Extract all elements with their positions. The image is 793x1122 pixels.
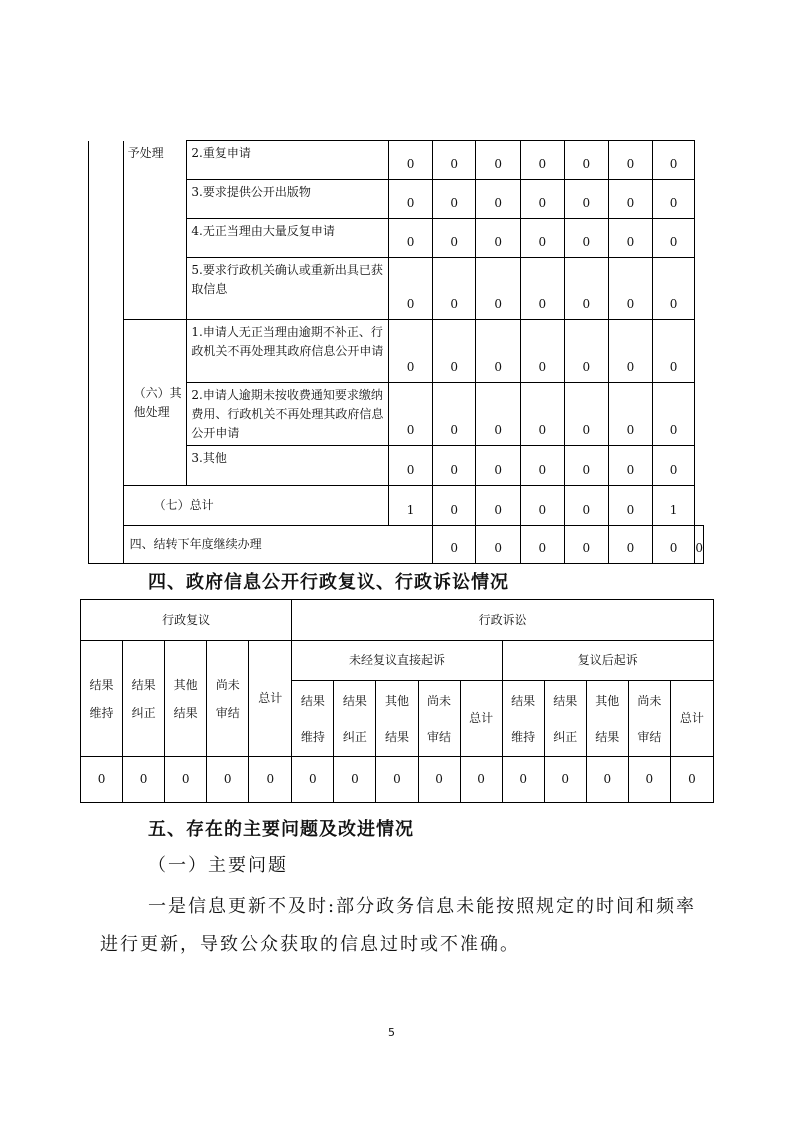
after-review-suit-header: 复议后起诉 bbox=[502, 641, 713, 681]
value-cell: 0 bbox=[432, 180, 476, 219]
column-header-line: 结果 bbox=[300, 693, 325, 708]
value-cell: 0 bbox=[389, 219, 433, 258]
value-cell: 0 bbox=[521, 486, 565, 526]
column-header-line: 纠正 bbox=[553, 729, 578, 744]
column-header-line: 结果 bbox=[342, 693, 367, 708]
column-header-line: 其他 bbox=[173, 677, 198, 692]
review-header: 行政复议 bbox=[81, 600, 292, 641]
column-header bbox=[123, 641, 165, 757]
value-cell: 0 bbox=[476, 219, 521, 258]
column-header-line: 审结 bbox=[427, 729, 452, 744]
value-cell: 0 bbox=[609, 180, 653, 219]
outer-group-cell bbox=[89, 141, 124, 564]
review-litigation-table bbox=[80, 599, 714, 803]
column-header-line: 维持 bbox=[89, 705, 114, 720]
row-label: 3.其他 bbox=[187, 446, 389, 486]
value-cell: 0 bbox=[292, 757, 334, 803]
handling-results-table bbox=[88, 140, 704, 564]
value-cell: 0 bbox=[432, 446, 476, 486]
value-cell: 0 bbox=[432, 141, 476, 180]
value-cell: 0 bbox=[249, 757, 292, 803]
value-cell: 0 bbox=[389, 180, 433, 219]
value-cell: 0 bbox=[564, 219, 609, 258]
section-5-heading: 五、存在的主要问题及改进情况 bbox=[148, 819, 414, 840]
column-header-line: 尚未 bbox=[427, 693, 452, 708]
value-cell: 0 bbox=[652, 383, 695, 446]
value-cell: 0 bbox=[521, 526, 565, 564]
value-cell: 0 bbox=[652, 320, 695, 383]
column-header bbox=[81, 641, 123, 757]
column-header-line: 维持 bbox=[511, 729, 536, 744]
carry-label: 四、结转下年度继续办理 bbox=[123, 526, 432, 564]
value-cell: 0 bbox=[609, 486, 653, 526]
row-label: 1.申请人无正当理由逾期不补正、行政机关不再处理其政府信息公开申请 bbox=[187, 320, 389, 383]
column-header-line: 结果 bbox=[89, 677, 114, 692]
table-row bbox=[89, 141, 704, 180]
value-cell: 1 bbox=[389, 486, 433, 526]
value-cell: 0 bbox=[564, 486, 609, 526]
value-cell: 0 bbox=[609, 446, 653, 486]
value-cell: 0 bbox=[334, 757, 376, 803]
value-cell: 0 bbox=[81, 757, 123, 803]
column-header-line: 审结 bbox=[637, 729, 662, 744]
value-cell: 0 bbox=[544, 757, 586, 803]
value-cell: 0 bbox=[609, 141, 653, 180]
column-header-line: 结果 bbox=[595, 729, 620, 744]
value-cell: 0 bbox=[476, 320, 521, 383]
value-cell: 0 bbox=[609, 320, 653, 383]
litigation-header: 行政诉讼 bbox=[292, 600, 714, 641]
value-cell: 0 bbox=[521, 258, 565, 320]
total-header: 总计 bbox=[460, 681, 502, 757]
column-header bbox=[334, 681, 376, 757]
value-cell: 0 bbox=[389, 258, 433, 320]
value-cell: 0 bbox=[476, 141, 521, 180]
value-cell: 0 bbox=[432, 486, 476, 526]
value-cell: 0 bbox=[502, 757, 544, 803]
column-header-line: 结果 bbox=[131, 677, 156, 692]
value-cell: 0 bbox=[609, 219, 653, 258]
value-cell: 0 bbox=[652, 141, 695, 180]
total-label: （七）总计 bbox=[123, 486, 389, 526]
column-header-line: 纠正 bbox=[342, 729, 367, 744]
value-cell: 0 bbox=[695, 526, 704, 564]
page-number: 5 bbox=[388, 1026, 395, 1039]
value-cell: 0 bbox=[389, 141, 433, 180]
column-header bbox=[586, 681, 628, 757]
value-cell: 0 bbox=[521, 141, 565, 180]
value-cell: 0 bbox=[432, 258, 476, 320]
row-label: 2.重复申请 bbox=[187, 141, 389, 180]
column-header-line: 维持 bbox=[300, 729, 325, 744]
value-cell: 0 bbox=[476, 526, 521, 564]
value-cell: 0 bbox=[652, 180, 695, 219]
table-row bbox=[89, 320, 704, 383]
column-header bbox=[376, 681, 418, 757]
column-header-line: 结果 bbox=[384, 729, 409, 744]
value-cell: 0 bbox=[165, 757, 207, 803]
value-cell: 0 bbox=[628, 757, 670, 803]
value-cell: 0 bbox=[389, 320, 433, 383]
value-cell: 0 bbox=[476, 486, 521, 526]
value-cell: 0 bbox=[432, 383, 476, 446]
column-header-line: 结果 bbox=[511, 693, 536, 708]
table-row bbox=[89, 526, 704, 564]
value-cell: 0 bbox=[564, 446, 609, 486]
value-cell: 0 bbox=[418, 757, 460, 803]
table-row bbox=[89, 486, 704, 526]
value-cell: 0 bbox=[652, 219, 695, 258]
value-cell: 0 bbox=[564, 320, 609, 383]
value-cell: 0 bbox=[476, 180, 521, 219]
column-header-line: 结果 bbox=[173, 705, 198, 720]
column-header bbox=[544, 681, 586, 757]
value-cell: 1 bbox=[652, 486, 695, 526]
column-header bbox=[165, 641, 207, 757]
value-cell: 0 bbox=[389, 446, 433, 486]
value-cell: 0 bbox=[389, 383, 433, 446]
value-cell: 0 bbox=[521, 180, 565, 219]
column-header-line: 尚未 bbox=[637, 693, 662, 708]
total-header: 总计 bbox=[249, 641, 292, 757]
value-cell: 0 bbox=[432, 526, 476, 564]
direct-suit-header: 未经复议直接起诉 bbox=[292, 641, 502, 681]
column-header bbox=[292, 681, 334, 757]
row-label: 5.要求行政机关确认或重新出具已获取信息 bbox=[187, 258, 389, 320]
value-cell: 0 bbox=[609, 258, 653, 320]
value-cell: 0 bbox=[432, 219, 476, 258]
value-cell: 0 bbox=[521, 446, 565, 486]
column-header-line: 尚未 bbox=[215, 677, 240, 692]
group-label-refuse: 予处理 bbox=[123, 141, 187, 320]
column-header bbox=[628, 681, 670, 757]
row-label: 3.要求提供公开出版物 bbox=[187, 180, 389, 219]
column-header bbox=[418, 681, 460, 757]
value-cell: 0 bbox=[652, 258, 695, 320]
row-label: 4.无正当理由大量反复申请 bbox=[187, 219, 389, 258]
value-cell: 0 bbox=[670, 757, 713, 803]
column-header-line: 结果 bbox=[553, 693, 578, 708]
value-cell: 0 bbox=[564, 180, 609, 219]
group-label-other: （六）其他处理 bbox=[123, 320, 187, 486]
value-cell: 0 bbox=[564, 526, 609, 564]
total-header: 总计 bbox=[670, 681, 713, 757]
value-cell: 0 bbox=[564, 258, 609, 320]
value-cell: 0 bbox=[123, 757, 165, 803]
value-cell: 0 bbox=[609, 526, 653, 564]
value-cell: 0 bbox=[521, 320, 565, 383]
value-cell: 0 bbox=[521, 219, 565, 258]
value-cell: 0 bbox=[476, 446, 521, 486]
value-cell: 0 bbox=[521, 383, 565, 446]
value-cell: 0 bbox=[432, 320, 476, 383]
value-cell: 0 bbox=[207, 757, 249, 803]
column-header-line: 纠正 bbox=[131, 705, 156, 720]
value-cell: 0 bbox=[586, 757, 628, 803]
value-cell: 0 bbox=[609, 383, 653, 446]
value-cell: 0 bbox=[564, 141, 609, 180]
column-header bbox=[502, 681, 544, 757]
row-label: 2.申请人逾期未按收费通知要求缴纳费用、行政机关不再处理其政府信息公开申请 bbox=[187, 383, 389, 446]
value-cell: 0 bbox=[376, 757, 418, 803]
value-cell: 0 bbox=[564, 383, 609, 446]
subsection-1-heading: （一）主要问题 bbox=[148, 855, 288, 876]
value-cell: 0 bbox=[652, 446, 695, 486]
value-cell: 0 bbox=[476, 383, 521, 446]
section-4-heading: 四、政府信息公开行政复议、行政诉讼情况 bbox=[148, 572, 509, 593]
column-header bbox=[207, 641, 249, 757]
value-cell: 0 bbox=[460, 757, 502, 803]
value-cell: 0 bbox=[476, 258, 521, 320]
column-header-line: 其他 bbox=[384, 693, 409, 708]
column-header-line: 其他 bbox=[595, 693, 620, 708]
value-cell: 0 bbox=[652, 526, 695, 564]
paragraph-1: 一是信息更新不及时:部分政务信息未能按照规定的时间和频率进行更新，导致公众获取的信息过时或不准确。 bbox=[100, 896, 697, 955]
column-header-line: 审结 bbox=[215, 705, 240, 720]
